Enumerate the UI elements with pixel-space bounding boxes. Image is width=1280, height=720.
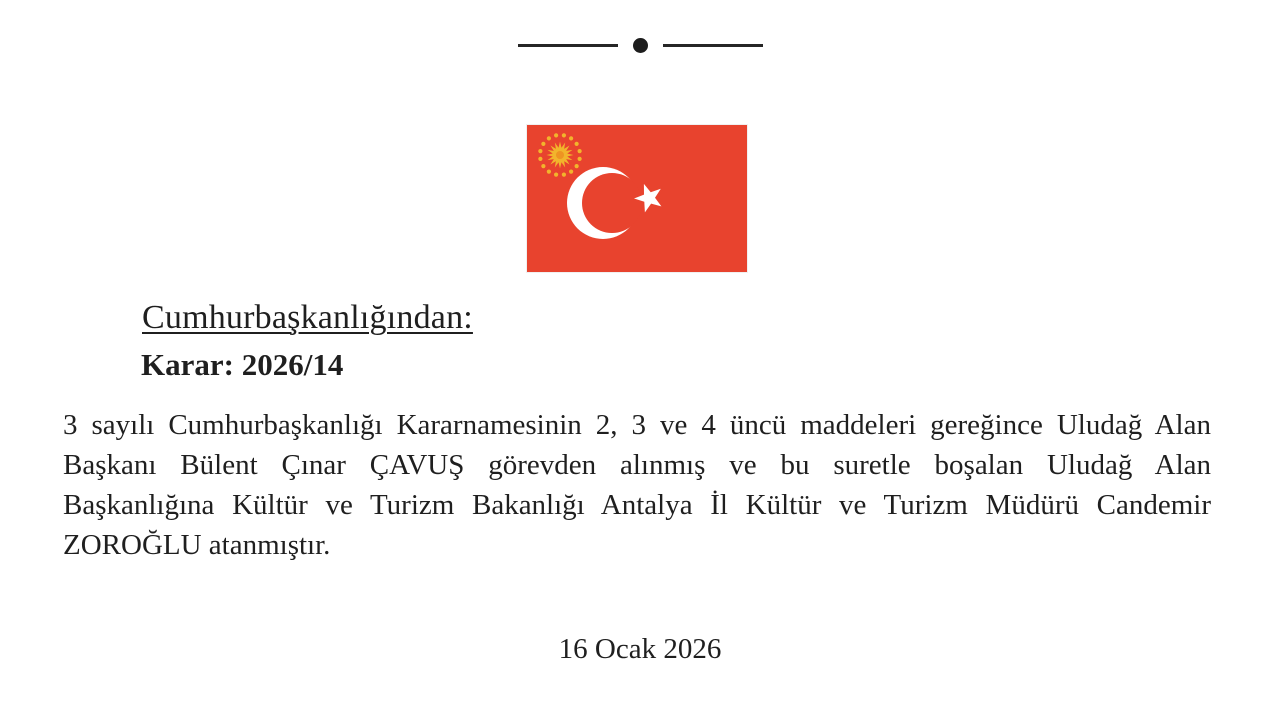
body-line: ZOROĞLU atanmıştır. <box>63 529 331 561</box>
separator-line-left <box>518 44 618 47</box>
body-line: 3 sayılı Cumhurbaşkanlığı Kararnamesinin 2, 3 ve 4 üncü maddeleri gereğince Uludağ Alan <box>63 409 1211 441</box>
body-line: Başkanlığına Kültür ve Turizm Bakanlığı Antalya İl Kültür ve Turizm Müdürü Candemir <box>63 489 1211 521</box>
issuer-title: Cumhurbaşkanlığından: <box>142 299 473 336</box>
body-line: Başkanı Bülent Çınar ÇAVUŞ görevden alınmış ve bu suretle boşalan Uludağ Alan <box>63 449 1211 481</box>
decision-body <box>63 405 1211 565</box>
header-separator <box>518 36 763 54</box>
separator-line-right <box>663 44 763 47</box>
crescent-cutout <box>582 173 642 233</box>
turkish-presidential-flag <box>527 125 747 272</box>
document-date: 16 Ocak 2026 <box>558 633 722 665</box>
separator-dot-icon <box>633 38 648 53</box>
decision-number: Karar: 2026/14 <box>141 347 344 382</box>
flag-graphic <box>527 125 747 272</box>
